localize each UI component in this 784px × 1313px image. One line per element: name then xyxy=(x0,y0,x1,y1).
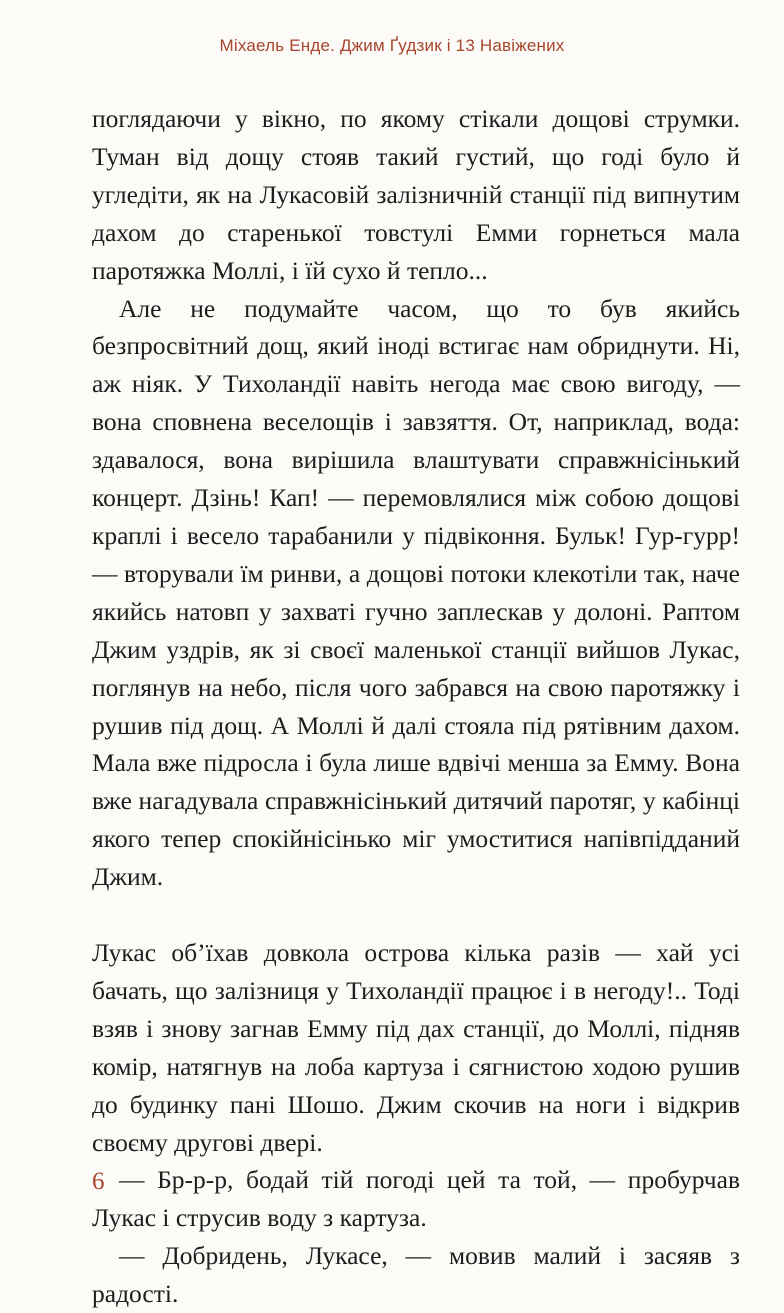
page-number: 6 xyxy=(92,1168,105,1195)
running-header: Міхаель Енде. Джим Ґудзик і 13 Навіжених xyxy=(219,36,565,55)
paragraph-continuation: поглядаючи у вікно, по якому стікали дощові струмки. Туман від дощу стояв такий густий, що годі було й угледіти, як на Лукасовій залізничній станції під випнутим дахом до старенької товстулі Емми горнеться мала паротяжка Моллі, і їй сухо й тепло... xyxy=(92,104,740,285)
paragraph-rain-concert: Але не подумайте часом, що то був якийсь безпросвітний дощ, який іноді встигає нам обриднути. Ні, аж ніяк. У Тихоландії навіть негода має свою вигоду, — вона сповнена веселощів і завзяття. От, наприклад, вода: здавалося, вона вирішила влаштувати справжнісінький концерт. Дзінь! Кап! — перемовлялися між собою дощові краплі і весело тарабанили у підвіконня. Бульк! Гур-гурр! — вторували їм ринви, а дощові потоки клекотіли так, наче якийсь натовп у захваті гучно заплескав у долоні. Раптом Джим уздрів, як зі своєї маленької станції вийшов Лукас, поглянув на небо, після чого забрався на свою паротяжку і рушив під дощ. А Моллі й далі стояла під рятівним дахом. Мала вже підросла і була лише вдвічі менша за Емму. Вона вже нагадувала справжнісінький дитячий паротяг, у кабінці якого тепер спокійнісінько міг умоститися напівпідданий Джим. xyxy=(92,293,740,892)
paragraph-lukas-arrives: Лукас об’їхав довкола острова кілька разів — хай усі бачать, що залізниця у Тихоландії працює і в негоду!.. Тоді взяв і знову загнав Емму під дах станції, до Моллі, підняв комір, натягнув на лоба картуза і сягнистою ходою рушив до будинку пані Шошо. Джим скочив на ноги і відкрив своєму другові двері. xyxy=(92,938,740,1157)
page-body xyxy=(92,100,740,1313)
dialogue-line-lukas: — Бр-р-р, бодай тій погоді цей та той, — пробурчав Лукас і струсив воду з картуза. xyxy=(92,1165,740,1233)
dialogue-line-jim: — Добридень, Лукасе, — мовив малий і засяяв з радості. xyxy=(92,1241,740,1309)
